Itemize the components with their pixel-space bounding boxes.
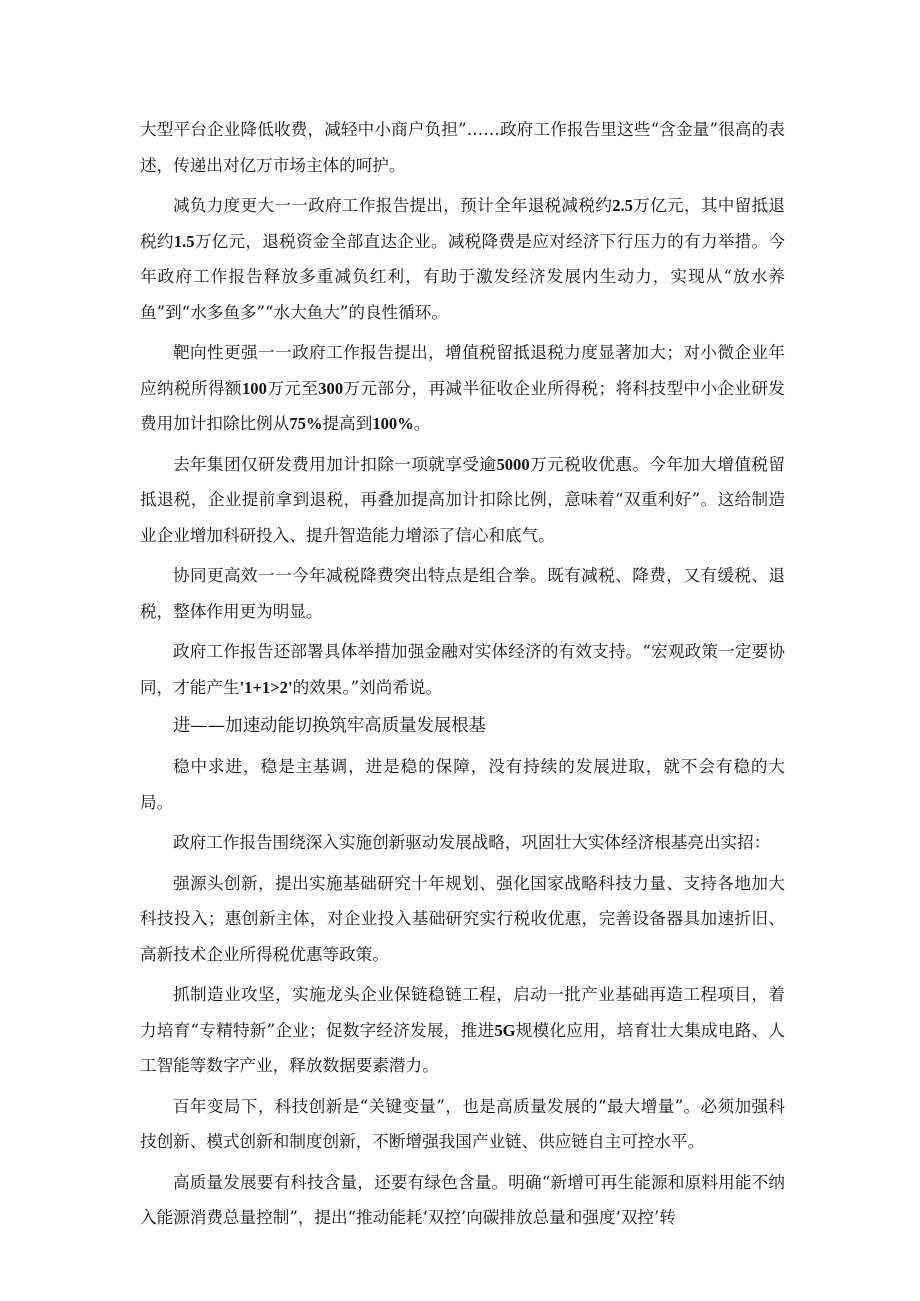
bold-figure: '1+1>2'	[239, 677, 293, 697]
text-run: 靶向性更强一一政府工作报告提出，增值税留抵退税力度显著加大；对小微企业年应纳税所得额	[140, 343, 785, 398]
text-run: 进——加速动能切换筑牢高质量发展根基	[173, 716, 487, 736]
paragraph	[140, 335, 785, 442]
paragraph	[140, 447, 785, 554]
text-run: 去年集团仅研发费用加计扣除一项就享受逾	[173, 454, 497, 474]
bold-figure: 5000	[496, 454, 530, 474]
text-run: 。	[413, 414, 431, 433]
paragraph	[140, 866, 785, 973]
text-run: 百年变局下，科技创新是“关键变量”，也是高质量发展的“最大增量”。必须加强科技创新、模式创新和制度创新，不断增强我国产业链、供应链自主可控水平。	[140, 1096, 785, 1151]
bold-figure: 100%	[372, 414, 414, 433]
paragraph	[140, 634, 785, 705]
paragraph	[140, 1165, 785, 1236]
bold-figure: 1.5	[173, 231, 195, 251]
text-run: 万元部分，再减半征收企业所得税；将科技型中小企业研发费用加计扣除比例从	[140, 378, 786, 433]
bold-figure: 2.5	[612, 196, 633, 215]
section-heading	[140, 709, 785, 744]
bold-figure: 300	[318, 378, 344, 398]
text-run: 万元税收优惠。今年加大增值税留抵退税，企业提前拿到退税，再叠加提高加计扣除比例，意味着“双重利好”。这给制造业企业增加科研投入、提升智造能力增添了信心和底气。	[140, 454, 785, 545]
paragraph	[140, 749, 785, 820]
document-body	[140, 112, 785, 1236]
bold-figure: 5G	[494, 1020, 516, 1040]
text-run: 减负力度更大一一政府工作报告提出，预计全年退税减税约	[173, 196, 613, 215]
text-run: 万元至	[266, 378, 319, 398]
paragraph	[140, 825, 785, 861]
paragraph	[140, 1089, 785, 1160]
text-run: 协同更高效一一今年减税降费突出特点是组合拳。既有减税、降费，又有缓税、退税，整体作用更为明显。	[140, 566, 785, 621]
paragraph	[140, 188, 785, 330]
text-run: 万亿元，其中留抵退税约	[140, 196, 786, 251]
text-run: 大型平台企业降低收费，减轻中小商户负担”……政府工作报告里这些“含金量”很高的表述，传递出对亿万市场主体的呵护。	[140, 120, 785, 175]
bold-figure: 75%	[289, 414, 323, 433]
text-run: 的效果。”刘尚希说。	[292, 677, 443, 697]
bold-figure: 100	[241, 378, 267, 398]
text-run: 抓制造业攻坚，实施龙头企业保链稳链工程，启动一批产业基础再造工程项目，着力培育“专精特新”企业；促数字经济发展，推进	[140, 985, 785, 1040]
text-run: 规模化应用，培育壮大集成电路、人工智能等数字产业，释放数据要素潜力。	[140, 1020, 786, 1075]
paragraph	[140, 112, 785, 183]
text-run: 高质量发展要有科技含量，还要有绿色含量。明确“新增可再生能源和原料用能不纳入能源消费总量控制”，提出“推动能耗‘双控’向碳排放总量和强度‘双控’转	[140, 1172, 785, 1227]
paragraph	[140, 977, 785, 1084]
text-run: 提高到	[322, 414, 373, 433]
text-run: 强源头创新，提出实施基础研究十年规划、强化国家战略科技力量、支持各地加大科技投入；惠创新主体，对企业投入基础研究实行税收优惠，完善设备器具加速折旧、高新技术企业所得税优惠等政策。	[140, 873, 785, 964]
text-run: 万亿元，退税资金全部直达企业。减税降费是应对经济下行压力的有力举措。今年政府工作报告释放多重减负红利，有助于激发经济发展内生动力，实现从“放水养鱼”到“水多鱼多”“水大鱼大”的良性循环。	[140, 231, 786, 322]
paragraph	[140, 558, 785, 629]
text-run: 稳中求进，稳是主基调，进是稳的保障，没有持续的发展进取，就不会有稳的大局。	[140, 757, 785, 812]
text-run: 政府工作报告围绕深入实施创新驱动发展战略，巩固壮大实体经济根基亮出实招：	[173, 833, 771, 852]
text-run: 政府工作报告还部署具体举措加强金融对实体经济的有效支持。“宏观政策一定要协同，才能产生	[140, 642, 785, 697]
